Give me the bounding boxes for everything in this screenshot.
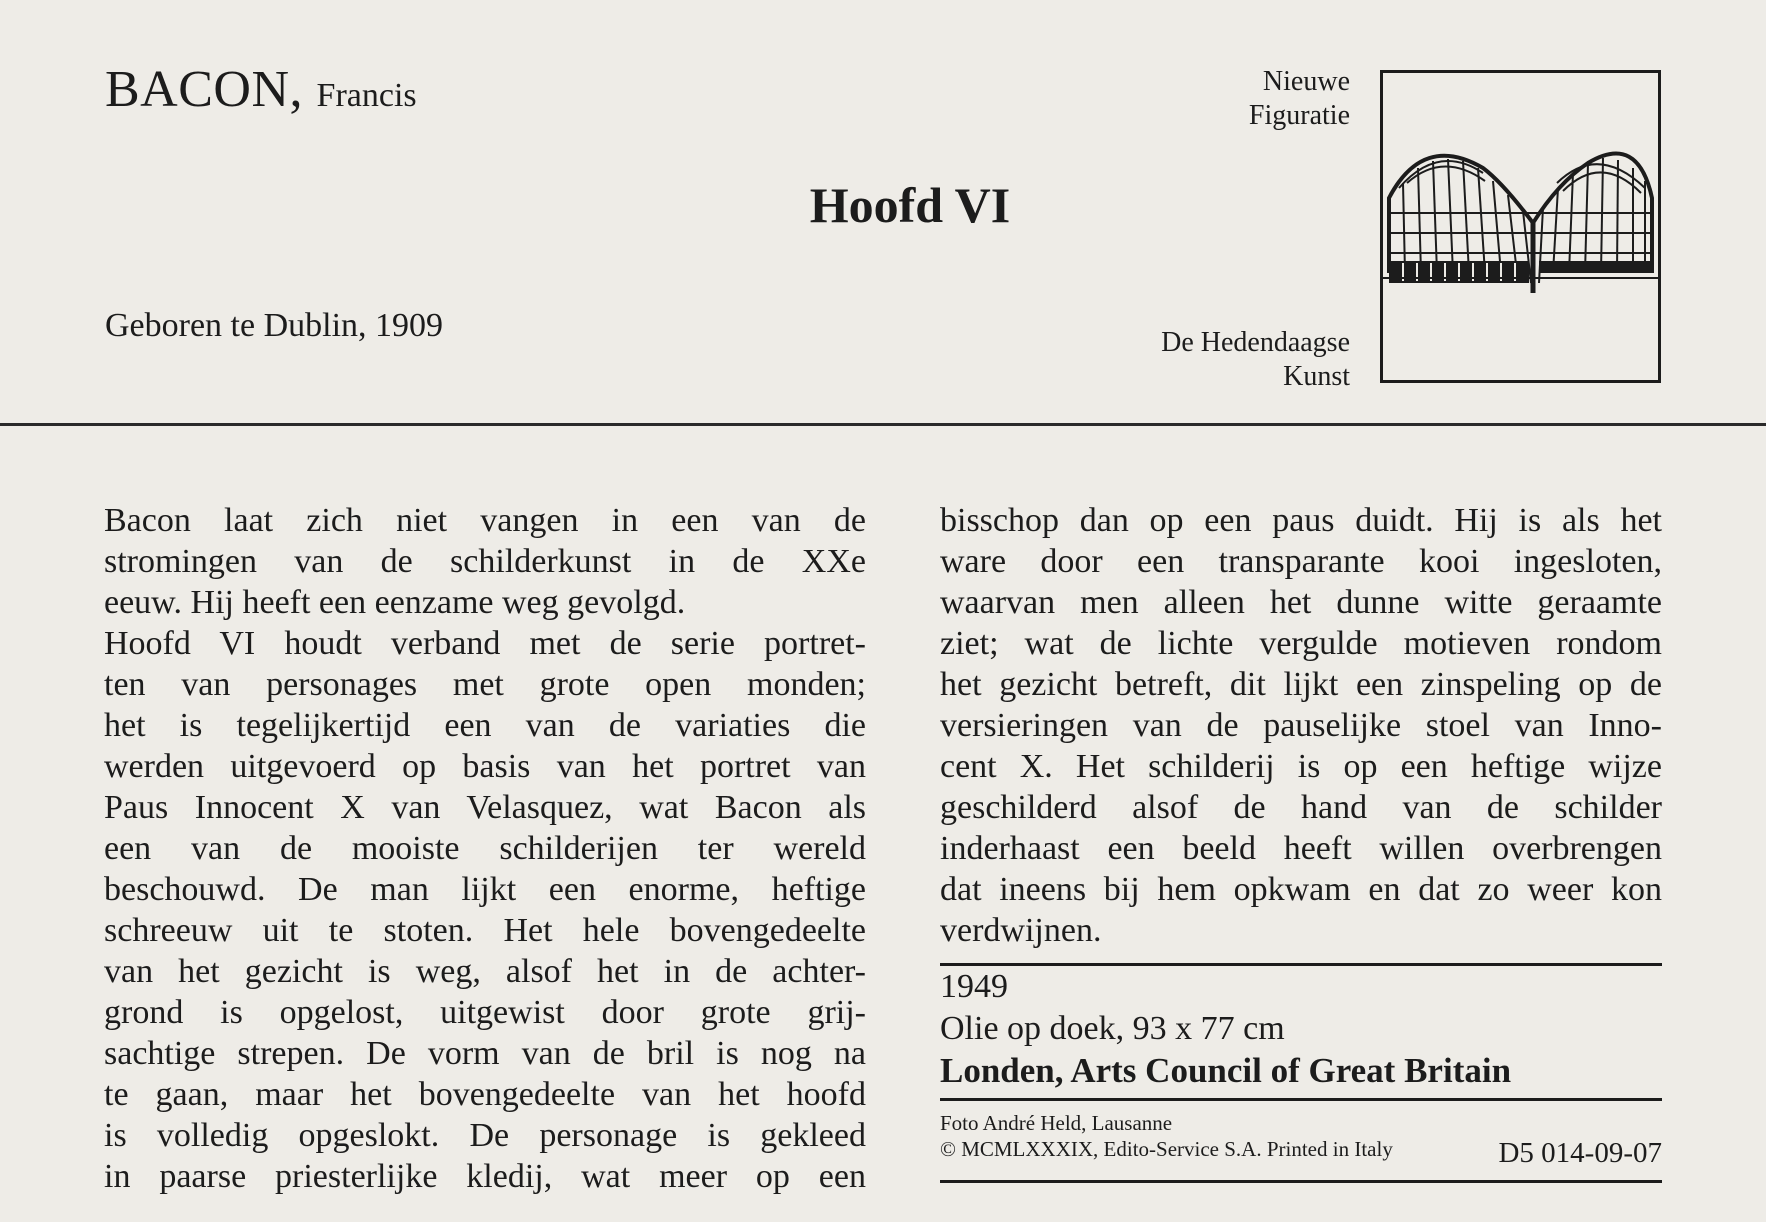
- text-line: het is tegelijkertijd een van de variaties die: [104, 707, 866, 744]
- details-divider-top: [940, 963, 1662, 966]
- copyright-text: © MCMLXXXIX, Edito-Service S.A. Printed in Italy: [940, 1137, 1393, 1161]
- text-line: bisschop dan op een paus duidt. Hij is als het: [940, 502, 1662, 539]
- details-divider-middle: [940, 1098, 1662, 1101]
- series-movement: [1249, 65, 1350, 133]
- series-emblem: [1380, 70, 1661, 383]
- text-line: sachtige strepen. De vorm van de bril is nog na: [104, 1035, 866, 1072]
- text-line: stromingen van de schilderkunst in de XXe: [104, 543, 866, 580]
- text-line: eeuw. Hij heeft een eenzame weg gevolgd.: [104, 584, 686, 621]
- text-line: te gaan, maar het bovengedeelte van het hoofd: [104, 1076, 866, 1113]
- artist-last-name: BACON: [105, 61, 290, 118]
- text-line: een van de mooiste schilderijen ter wereld: [104, 830, 866, 867]
- artwork-year: 1949: [940, 968, 1008, 1005]
- description-right-column: [940, 500, 1662, 951]
- catalog-code: D5 014-09-07: [1498, 1137, 1662, 1169]
- text-line: verdwijnen.: [940, 912, 1102, 949]
- text-line: in paarse priesterlijke kledij, wat meer op een: [104, 1158, 866, 1195]
- text-line: ziet; wat de lichte vergulde motieven rondom: [940, 625, 1662, 662]
- text-line: inderhaast een beeld heeft willen overbrengen: [940, 830, 1662, 867]
- text-line: Hoofd VI houdt verband met de serie portret-: [104, 625, 866, 662]
- description-left-column: [104, 500, 866, 1197]
- artwork-medium: Olie op doek, 93 x 77 cm: [940, 1010, 1285, 1047]
- text-line: werden uitgevoerd op basis van het portret van: [104, 748, 866, 785]
- artwork-location: Londen, Arts Council of Great Britain: [940, 1051, 1512, 1090]
- copyright-line: [940, 1137, 1662, 1170]
- text-line: het gezicht betreft, dit lijkt een zinspeling op de: [940, 666, 1662, 703]
- text-line: Paus Innocent X van Velasquez, wat Bacon als: [104, 789, 866, 826]
- text-line: schreeuw uit te stoten. Het hele bovengedeelte: [104, 912, 866, 949]
- text-line: ten van personages met grote open monden;: [104, 666, 866, 703]
- series-movement-line: Nieuwe: [1262, 66, 1350, 97]
- artist-birth: Geboren te Dublin, 1909: [105, 307, 444, 344]
- text-line: grond is opgelost, uitgewist door grote grij-: [104, 994, 866, 1031]
- text-line: ware door een transparante kooi ingesloten,: [940, 543, 1662, 580]
- text-line: dat ineens bij hem opkwam en dat zo weer kon: [940, 871, 1662, 908]
- header-divider: [0, 423, 1766, 426]
- arched-building-icon: [1383, 73, 1658, 380]
- details-divider-bottom: [940, 1180, 1662, 1183]
- series-collection-line: Kunst: [1283, 361, 1350, 392]
- text-line: cent X. Het schilderij is op een heftige wijze: [940, 748, 1662, 785]
- artist-first-name: Francis: [316, 77, 417, 114]
- artwork-title: Hoofd VI: [809, 177, 1011, 233]
- text-line: is volledig opgeslokt. De personage is gekleed: [104, 1117, 866, 1154]
- series-collection-line: De Hedendaagse: [1161, 327, 1350, 358]
- photo-credit: Foto André Held, Lausanne: [940, 1111, 1173, 1135]
- text-line: Bacon laat zich niet vangen in een van de: [104, 502, 866, 539]
- text-line: van het gezicht is weg, alsof het in de achter-: [104, 953, 866, 990]
- text-line: beschouwd. De man lijkt een enorme, heftige: [104, 871, 866, 908]
- series-movement-line: Figuratie: [1248, 100, 1350, 131]
- artist-name: BACON, Francis: [105, 61, 417, 118]
- text-line: waarvan men alleen het dunne witte geraamte: [940, 584, 1662, 621]
- text-line: versieringen van de pauselijke stoel van Inno-: [940, 707, 1662, 744]
- text-line: geschilderd alsof de hand van de schilder: [940, 789, 1662, 826]
- series-collection: [1161, 326, 1350, 394]
